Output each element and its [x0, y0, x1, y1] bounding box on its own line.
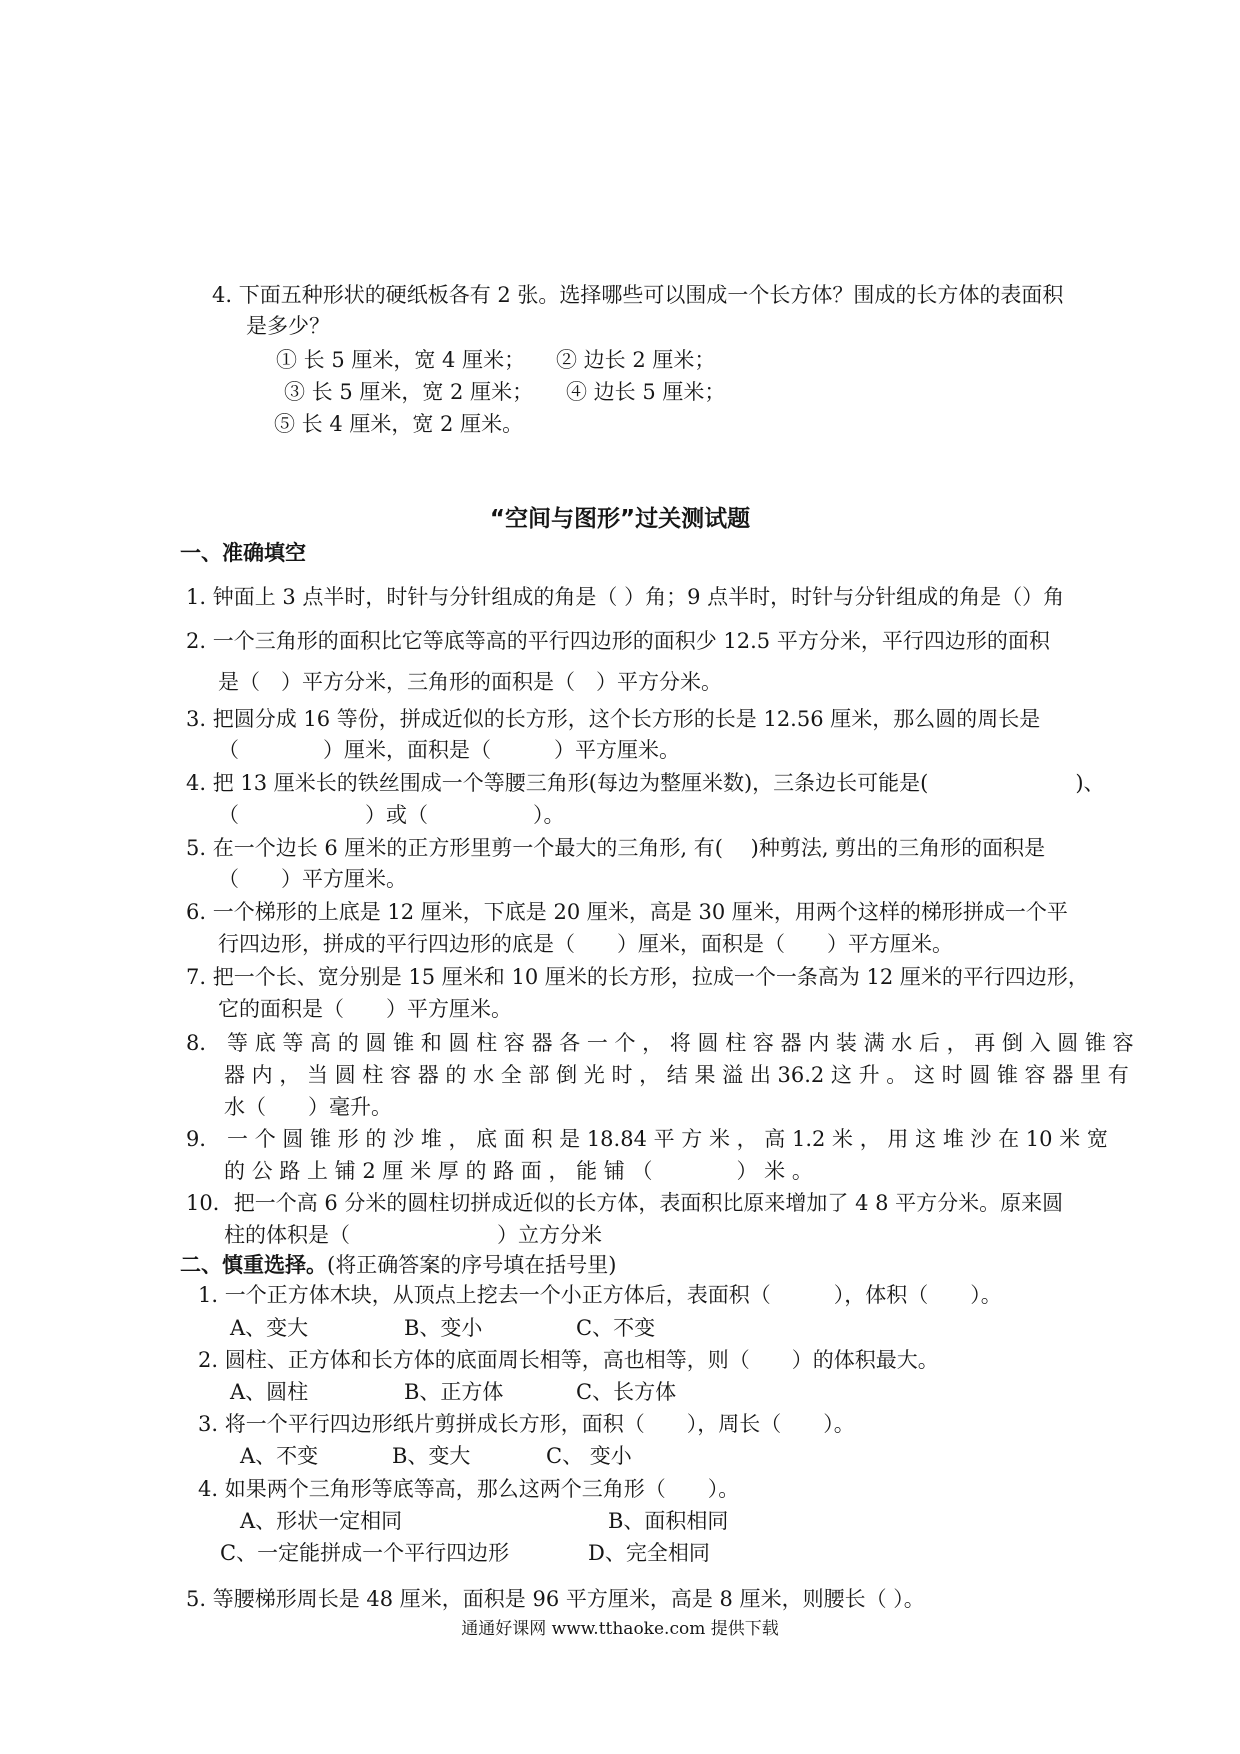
s2-option: B、正方体 — [404, 1380, 504, 1404]
s1-line: 10．把一个高 6 分米的圆柱切拼成近似的长方体，表面积比原来增加了 4 8 平方分米。原来圆 — [186, 1191, 1064, 1215]
problem4-line2: 是多少？ — [246, 314, 330, 338]
s2-question: 4. 如果两个三角形等底等高，那么这两个三角形（ ）。 — [198, 1477, 740, 1501]
s2-question: 3. 将一个平行四边形纸片剪拼成长方形，面积（ ），周长（ ）。 — [198, 1412, 855, 1436]
s1-line: 6. 一个梯形的上底是 12 厘米，下底是 20 厘米，高是 30 厘米，用两个这样的梯形拼成一个平 — [186, 900, 1068, 924]
problem4-option-3: ③ 长 5 厘米，宽 2 厘米； — [284, 380, 534, 404]
s2-option: D、完全相同 — [588, 1541, 710, 1565]
section2-heading — [180, 1250, 616, 1280]
s1-line: 它的面积是（ ）平方厘米。 — [218, 997, 512, 1021]
s1-line: 8． 等 底 等 高 的 圆 锥 和 圆 柱 容 器 各 一 个 ， 将 圆 柱 容 器 内 装 满 水 后 ， 再 倒 入 圆 锥 容 — [186, 1031, 1134, 1055]
s1-line: （ ）平方厘米。 — [218, 867, 407, 891]
s1-line: （ ）或（ ）。 — [218, 803, 565, 827]
s1-line: 5. 在一个边长 6 厘米的正方形里剪一个最大的三角形, 有( )种剪法, 剪出的三角形的面积是 — [186, 836, 1046, 860]
s1-line: 9． 一 个 圆 锥 形 的 沙 堆 ， 底 面 积 是 18.84 平 方 米 ， 高 1.2 米 ， 用 这 堆 沙 在 10 米 宽 — [186, 1127, 1108, 1151]
s2-question: 2. 圆柱、正方体和长方体的底面周长相等，高也相等，则（ ）的体积最大。 — [198, 1348, 939, 1372]
s1-line: 的 公 路 上 铺 2 厘 米 厚 的 路 面 ， 能 铺 （ ） 米 。 — [224, 1159, 813, 1183]
s1-line: 柱的体积是（ ）立方分米 — [224, 1223, 602, 1247]
page-title: “空间与图形”过关测试题 — [489, 506, 751, 532]
s2-option: C、不变 — [576, 1316, 656, 1340]
s1-line: 7. 把一个长、宽分别是 15 厘米和 10 厘米的长方形，拉成一个一条高为 12 厘米的平行四边形， — [186, 965, 1089, 989]
s2-option: B、变大 — [392, 1444, 471, 1468]
s1-line: 1. 钟面上 3 点半时，时针与分针组成的角是（ ）角；9 点半时，时针与分针组成的角是（）角 — [186, 585, 1065, 609]
s1-line: 4. 把 13 厘米长的铁丝围成一个等腰三角形(每边为整厘米数)，三条边长可能是( )、 — [186, 771, 1105, 795]
problem4-option-5: ⑤ 长 4 厘米，宽 2 厘米。 — [274, 412, 524, 436]
s2-question: 5. 等腰梯形周长是 48 厘米，面积是 96 平方厘米，高是 8 厘米，则腰长（ ）。 — [186, 1587, 925, 1611]
s2-option: B、面积相同 — [608, 1509, 729, 1533]
problem4-option-1: ① 长 5 厘米，宽 4 厘米； — [276, 348, 526, 372]
s2-option: A、形状一定相同 — [240, 1509, 403, 1533]
s2-option: C、长方体 — [576, 1380, 677, 1404]
s2-option: A、不变 — [240, 1444, 319, 1468]
s1-line: 水（ ）毫升。 — [224, 1095, 392, 1119]
s2-question: 1. 一个正方体木块，从顶点上挖去一个小正方体后，表面积（ ），体积（ ）。 — [198, 1283, 1002, 1307]
s1-line: 是（ ）平方分米，三角形的面积是（ ）平方分米。 — [218, 670, 722, 694]
s1-line: （ ）厘米，面积是（ ）平方厘米。 — [218, 738, 680, 762]
section1-heading: 一、准确填空 — [180, 541, 306, 565]
s2-option: B、变小 — [404, 1316, 483, 1340]
s1-line: 3. 把圆分成 16 等份，拼成近似的长方形，这个长方形的长是 12.56 厘米，那么圆的周长是 — [186, 707, 1041, 731]
s2-option: C、 变小 — [546, 1444, 632, 1468]
problem4-option-2: ② 边长 2 厘米； — [556, 348, 716, 372]
footer-credit: 通通好课网 www.tthaoke.com 提供下载 — [461, 1619, 779, 1639]
section2-heading-note: (将正确答案的序号填在括号里) — [327, 1253, 617, 1277]
s1-line: 行四边形，拼成的平行四边形的底是（ ）厘米，面积是（ ）平方厘米。 — [218, 932, 953, 956]
s2-option: A、圆柱 — [230, 1380, 309, 1404]
s1-line: 器 内 ， 当 圆 柱 容 器 的 水 全 部 倒 光 时 ， 结 果 溢 出 36.2 这 升 。 这 时 圆 锥 容 器 里 有 — [224, 1063, 1129, 1087]
s1-line: 2. 一个三角形的面积比它等底等高的平行四边形的面积少 12.5 平方分米，平行四边形的面积 — [186, 629, 1050, 653]
section2-heading-title: 二、慎重选择。 — [180, 1253, 327, 1277]
s2-option: A、变大 — [230, 1316, 309, 1340]
problem4-line1: 4. 下面五种形状的硬纸板各有 2 张。选择哪些可以围成一个长方体？围成的长方体的表面积 — [212, 283, 1064, 307]
s2-option: C、一定能拼成一个平行四边形 — [220, 1541, 510, 1565]
problem4-option-4: ④ 边长 5 厘米； — [566, 380, 726, 404]
